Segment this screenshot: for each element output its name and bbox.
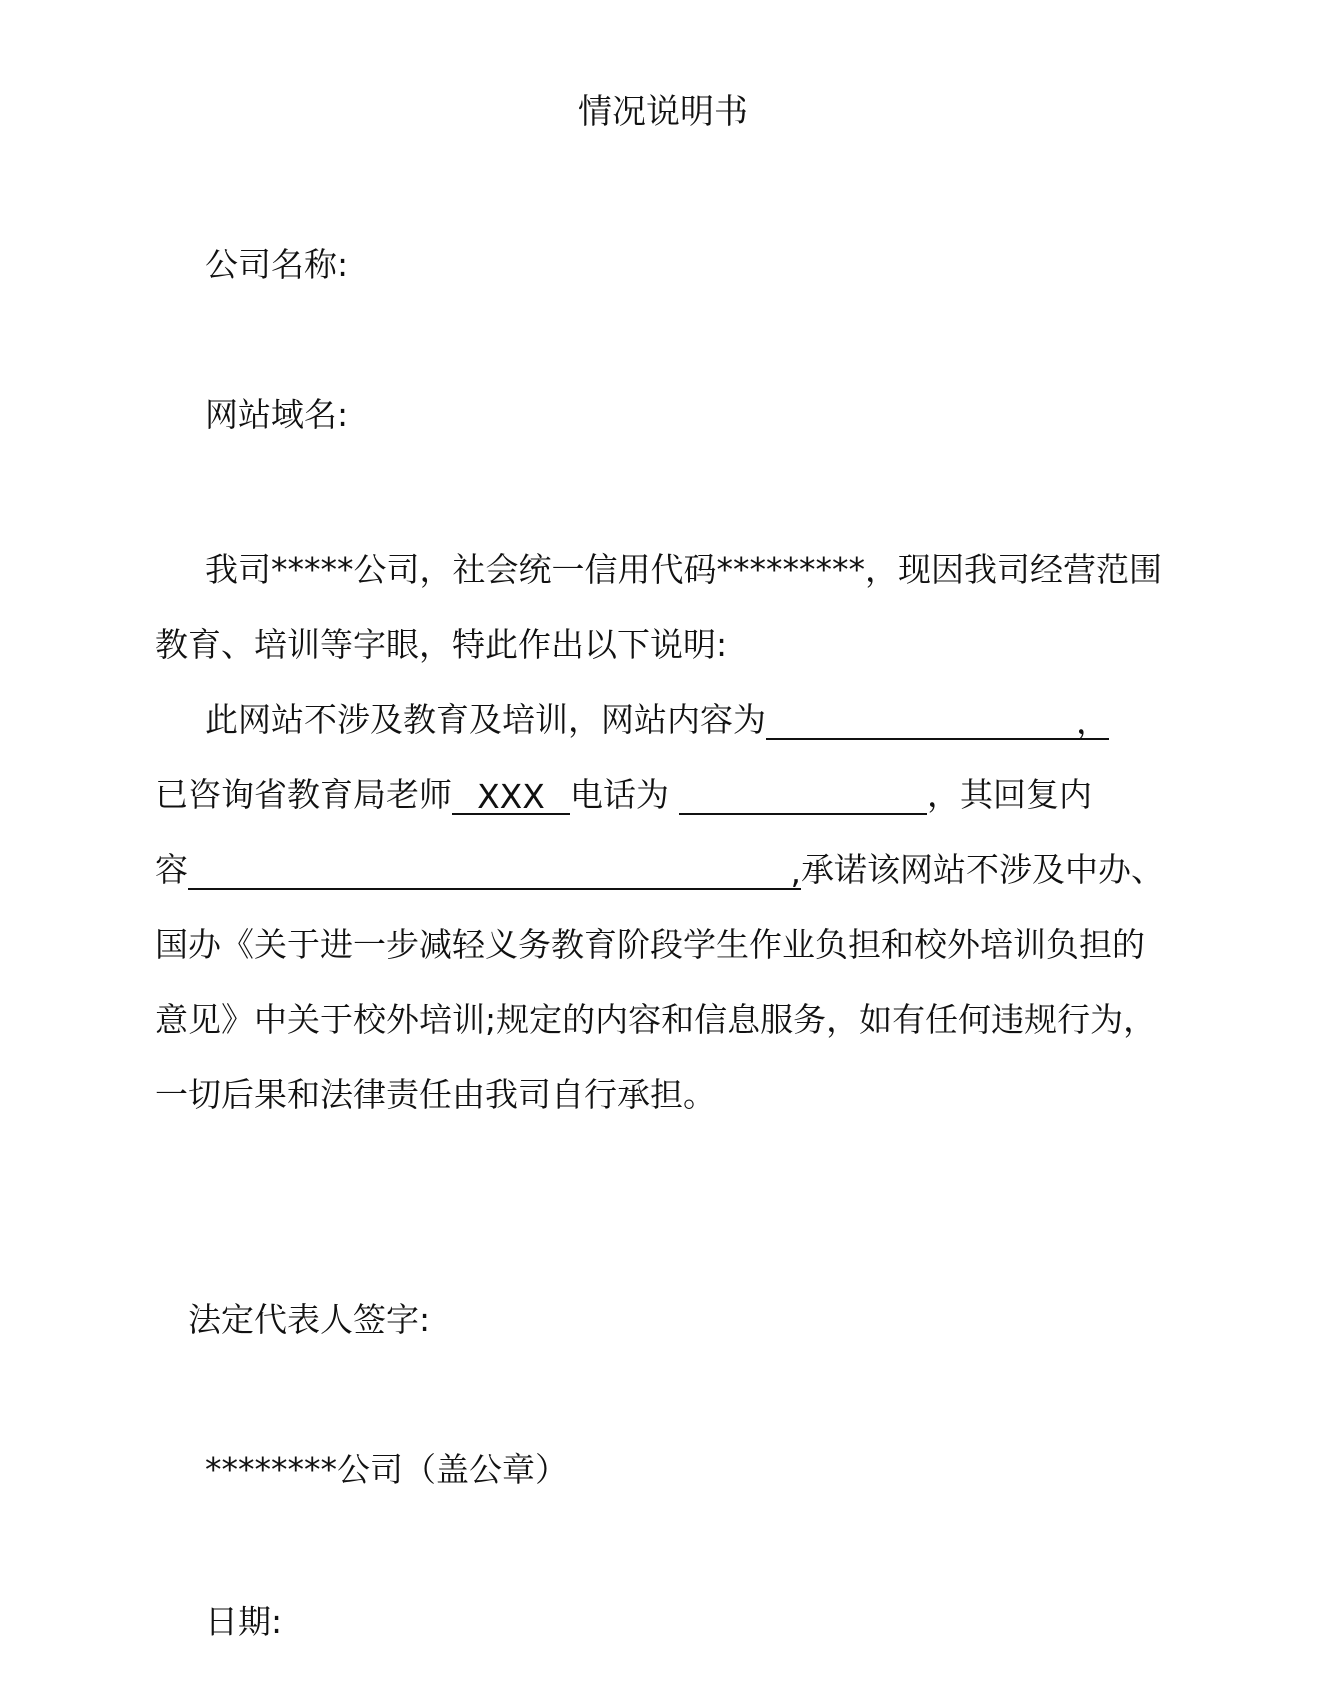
teacher-label: 已咨询省教育局老师 — [155, 775, 452, 814]
paragraph-2-line-1 — [205, 700, 1109, 740]
reply-blank-comma: , — [790, 852, 801, 891]
paragraph-1-line-1: 我司*****公司，社会统一信用代码*********，现因我司经营范围 — [205, 550, 1162, 589]
phone-label: 电话为 — [570, 775, 669, 814]
company-seal-line: ********公司（盖公章） — [205, 1450, 568, 1489]
paragraph-2-line-1-text: 此网站不涉及教育及培训，网站内容为 — [205, 700, 766, 739]
reply-label: ，其回复内 — [927, 775, 1092, 814]
paragraph-2-line-6: 一切后果和法律责任由我司自行承担。 — [155, 1075, 716, 1114]
company-name-label: 公司名称: — [205, 245, 349, 284]
date-label: 日期: — [205, 1602, 283, 1641]
reply-content-blank — [188, 852, 801, 890]
teacher-name: XXX — [477, 777, 545, 816]
paragraph-2-line-4: 国办《关于进一步减轻义务教育阶段学生作业负担和校外培训负担的 — [155, 925, 1145, 964]
website-domain-label: 网站域名: — [205, 395, 349, 434]
blank-comma: ， — [1076, 702, 1109, 741]
teacher-name-blank — [452, 777, 570, 815]
paragraph-2-line-3 — [155, 850, 1164, 890]
document-title: 情况说明书 — [578, 92, 748, 132]
paragraph-2-line-5: 意见》中关于校外培训;规定的内容和信息服务，如有任何违规行为， — [155, 1000, 1157, 1039]
legal-representative-signature-label: 法定代表人签字: — [188, 1300, 431, 1339]
phone-blank — [679, 777, 927, 815]
paragraph-2-line-2 — [155, 775, 1092, 815]
reply-label-continued: 容 — [155, 850, 188, 889]
promise-text: 承诺该网站不涉及中办、 — [801, 850, 1164, 889]
paragraph-1-line-2: 教育、培训等字眼，特此作出以下说明: — [155, 625, 728, 664]
website-content-blank — [766, 702, 1109, 740]
